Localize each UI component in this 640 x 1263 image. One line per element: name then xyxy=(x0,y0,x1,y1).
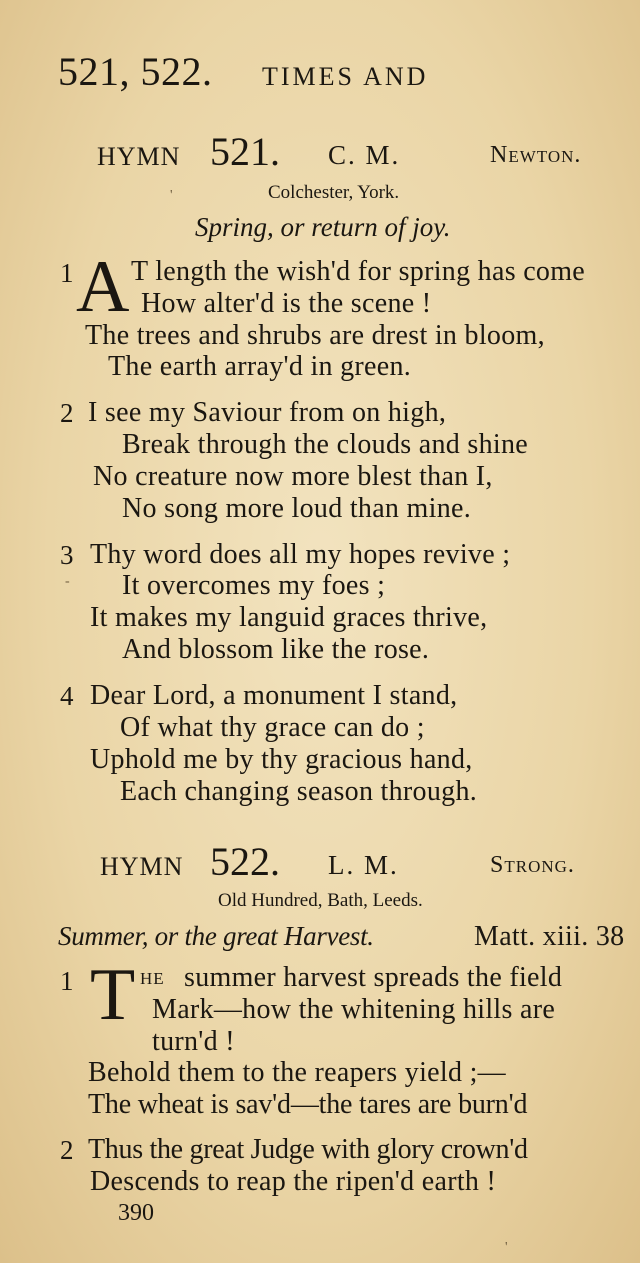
hymn-521-subtitle: Spring, or return of joy. xyxy=(195,212,451,242)
print-mark: ' xyxy=(505,1240,508,1255)
verse-line: Each changing season through. xyxy=(120,776,478,807)
verse-line: Descends to reap the ripen'd earth ! xyxy=(90,1166,497,1197)
verse-number: 2 xyxy=(60,398,74,428)
hymn-522-meter: L. M. xyxy=(328,850,399,880)
verse-line: No creature now more blest than I, xyxy=(93,461,493,492)
verse-line: And blossom like the rose. xyxy=(122,634,430,665)
verse-line: Uphold me by thy gracious hand, xyxy=(90,744,473,775)
hymn-522-tunes: Old Hundred, Bath, Leeds. xyxy=(218,890,423,911)
hymn-522-author: Strong. xyxy=(490,852,575,878)
verse-number: 3 xyxy=(60,540,74,570)
verse-line: summer harvest spreads the field xyxy=(184,962,563,993)
hymn-522-subtitle: Summer, or the great Harvest. xyxy=(58,921,374,951)
verse-line: turn'd ! xyxy=(152,1026,235,1057)
verse-line: The earth array'd in green. xyxy=(108,351,412,382)
hymn-521-number: 521. xyxy=(210,129,280,174)
verse-line: Break through the clouds and shine xyxy=(122,429,529,460)
verse-line: It overcomes my foes ; xyxy=(122,570,386,601)
verse-line: Thy word does all my hopes revive ; xyxy=(90,539,511,570)
hymn-522-number: 522. xyxy=(210,839,280,884)
verse-line: How alter'd is the scene ! xyxy=(141,288,432,319)
print-mark: - xyxy=(65,574,70,589)
verse-line: The wheat is sav'd—the tares are burn'd xyxy=(88,1089,528,1120)
verse-line: It makes my languid graces thrive, xyxy=(90,602,488,633)
drop-cap: A xyxy=(76,246,130,328)
hymn-522-scripture: Matt. xiii. 38 xyxy=(474,921,625,952)
hymn-521-tunes: Colchester, York. xyxy=(268,182,400,203)
hymn-521-label: HYMN xyxy=(97,142,181,171)
verse-line: The trees and shrubs are drest in bloom, xyxy=(85,320,545,351)
verse-line: Mark—how the whitening hills are xyxy=(152,994,556,1025)
first-word-rest: he xyxy=(140,964,165,990)
hymn-521-author: Newton. xyxy=(490,142,582,168)
verse-line: Of what thy grace can do ; xyxy=(120,712,425,743)
verse-line: Behold them to the reapers yield ;— xyxy=(88,1057,506,1088)
verse-line: I see my Saviour from on high, xyxy=(88,397,447,428)
print-mark: ' xyxy=(170,188,173,203)
hymn-521-meter: C. M. xyxy=(328,140,401,170)
header-running-title: TIMES AND xyxy=(262,62,429,91)
verse-number: 2 xyxy=(60,1135,74,1165)
page-number: 390 xyxy=(118,1200,154,1226)
header-hymn-numbers: 521, 522. xyxy=(58,49,213,94)
verse-number: 1 xyxy=(60,966,74,996)
hymn-522-label: HYMN xyxy=(100,852,184,881)
verse-number: 1 xyxy=(60,258,74,288)
verse-line: Thus the great Judge with glory crown'd xyxy=(88,1134,528,1165)
verse-line: T length the wish'd for spring has come xyxy=(131,256,586,287)
verse-number: 4 xyxy=(60,681,74,711)
drop-cap: T xyxy=(90,954,136,1036)
verse-line: Dear Lord, a monument I stand, xyxy=(90,680,458,711)
verse-line: No song more loud than mine. xyxy=(122,493,472,524)
